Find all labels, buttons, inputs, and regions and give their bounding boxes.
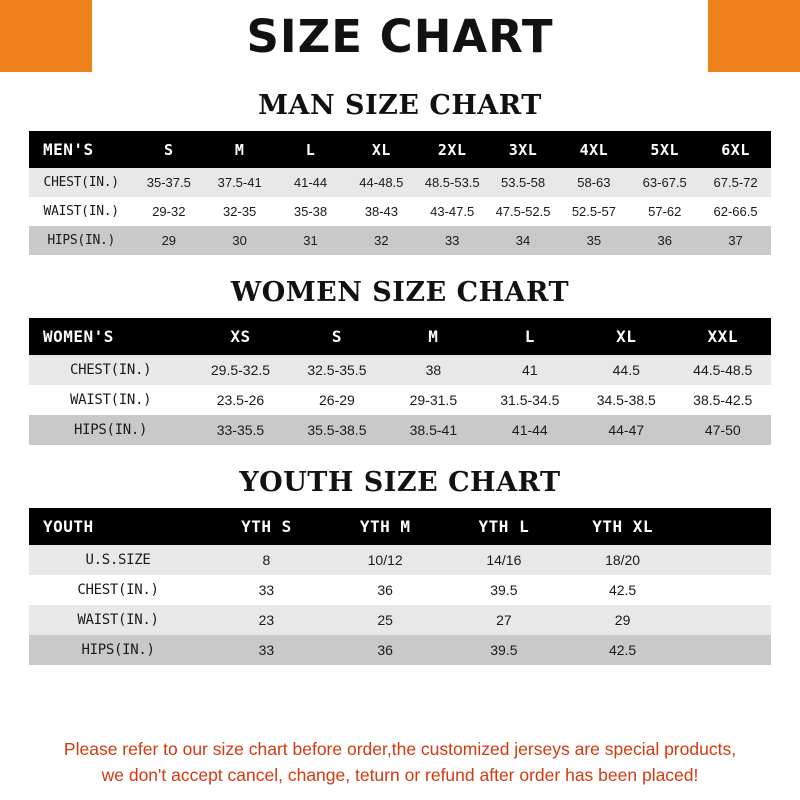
man-size-table [29, 131, 771, 255]
man-section-title: MAN SIZE CHART [258, 90, 542, 121]
man-col-header: S [164, 140, 174, 159]
cell: 29-31.5 [409, 392, 458, 408]
table-row [29, 575, 771, 605]
women-col-header: L [524, 327, 535, 346]
cell: 38.5-42.5 [693, 392, 753, 408]
man-col-header: XL [371, 140, 391, 159]
policy-note-line-2: we don't accept cancel, change, teturn or refund after order has been placed! [101, 764, 699, 785]
cell: 32-35 [223, 204, 257, 219]
table-row [29, 415, 771, 445]
cell: 10/12 [367, 552, 403, 568]
man-col-header: 6XL [721, 140, 750, 159]
cell-spacer [682, 635, 771, 665]
cell: 62-66.5 [713, 204, 758, 219]
cell: 53.5-58 [500, 175, 546, 190]
policy-note-line-1: Please refer to our size chart before order,the customized jerseys are special products, [63, 739, 737, 760]
table-row [29, 197, 771, 226]
cell: 14/16 [486, 552, 522, 568]
cell: 33 [444, 233, 460, 248]
man-col-header: 2XL [437, 140, 467, 159]
cell: 34 [515, 233, 531, 248]
youth-table-wrap [29, 508, 771, 665]
youth-col-header: YOUTH [43, 517, 94, 536]
cell: 41-44 [511, 422, 548, 438]
table-row [29, 545, 771, 575]
row-label: WAIST(IN.) [69, 392, 152, 408]
cell-spacer [682, 575, 771, 605]
cell: 27 [496, 612, 512, 628]
cell: 23.5-26 [216, 392, 265, 408]
cell: 41-44 [293, 175, 328, 190]
youth-header-spacer [682, 508, 771, 545]
table-row [29, 605, 771, 635]
cell: 23 [258, 612, 275, 628]
cell: 29.5-32.5 [210, 362, 271, 378]
man-col-header: 4XL [579, 140, 609, 159]
cell: 47-50 [704, 422, 741, 438]
youth-header-row [29, 508, 771, 545]
man-col-header: L [305, 140, 316, 159]
cell: 47.5-52.5 [495, 204, 551, 219]
cell-spacer [682, 545, 771, 575]
cell: 38 [425, 362, 442, 378]
cell: 33 [258, 582, 275, 598]
women-col-header: M [428, 327, 439, 346]
cell: 44.5 [612, 362, 640, 378]
row-label: WAIST(IN.) [43, 204, 119, 219]
cell: 36 [377, 582, 393, 598]
women-col-header: XS [230, 327, 251, 346]
cell: 43-47.5 [430, 204, 475, 219]
youth-size-table [29, 508, 771, 665]
cell: 37 [728, 233, 743, 248]
cell: 29-32 [152, 204, 186, 219]
cell: 35-38 [293, 204, 328, 219]
cell: 44.5-48.5 [693, 362, 753, 378]
page-title: SIZE CHART [246, 9, 554, 63]
youth-section-title: YOUTH SIZE CHART [239, 467, 561, 498]
table-row [29, 168, 771, 197]
row-label: HIPS(IN.) [74, 422, 148, 438]
cell: 32 [374, 233, 389, 248]
row-label: U.S.SIZE [85, 552, 151, 568]
row-label: CHEST(IN.) [77, 582, 159, 598]
cell: 38-43 [364, 204, 398, 219]
man-col-header: M [234, 140, 245, 159]
youth-col-header: YTH S [241, 517, 292, 536]
cell: 57-62 [648, 204, 682, 219]
cell: 31 [303, 233, 318, 248]
cell: 39.5 [490, 582, 518, 598]
cell: 35 [586, 233, 602, 248]
cell: 30 [232, 233, 247, 248]
row-label: HIPS(IN.) [81, 642, 155, 658]
women-section-title: WOMEN SIZE CHART [230, 277, 570, 308]
cell: 34.5-38.5 [596, 392, 656, 408]
youth-col-header: YTH XL [592, 517, 653, 536]
cell: 29 [614, 612, 631, 628]
table-row [29, 355, 771, 385]
table-row [29, 226, 771, 255]
cell: 35-37.5 [146, 175, 191, 190]
cell: 25 [377, 612, 393, 628]
cell: 42.5 [608, 642, 637, 658]
cell: 39.5 [490, 642, 518, 658]
row-label: HIPS(IN.) [47, 233, 116, 248]
man-header-row [29, 131, 771, 168]
cell: 33 [258, 642, 275, 658]
header-banner-inner [92, 0, 708, 72]
row-label: CHEST(IN.) [43, 175, 119, 190]
header-banner [0, 0, 800, 72]
cell: 33-35.5 [216, 422, 265, 438]
women-col-header: XXL [707, 327, 738, 346]
cell: 44-48.5 [359, 175, 404, 190]
table-row [29, 385, 771, 415]
cell: 37.5-41 [217, 175, 262, 190]
man-col-header: 3XL [508, 140, 538, 159]
table-row [29, 635, 771, 665]
cell-spacer [682, 605, 771, 635]
women-table-wrap [29, 318, 771, 445]
women-col-header: XL [616, 327, 637, 346]
cell: 35.5-38.5 [307, 422, 367, 438]
cell: 38.5-41 [409, 422, 458, 438]
youth-col-header: YTH M [359, 517, 411, 536]
cell: 58-63 [577, 175, 611, 190]
cell: 44-47 [608, 422, 645, 438]
cell: 36 [657, 233, 672, 248]
man-col-header: MEN'S [43, 140, 94, 159]
cell: 36 [377, 642, 393, 658]
row-label: CHEST(IN.) [69, 362, 152, 378]
women-size-table [29, 318, 771, 445]
women-col-header: S [331, 327, 342, 346]
women-col-header: WOMEN'S [43, 327, 114, 346]
cell: 42.5 [608, 582, 637, 598]
policy-note [0, 737, 800, 788]
cell: 29 [161, 233, 177, 248]
cell: 52.5-57 [571, 204, 616, 219]
cell: 67.5-72 [713, 175, 758, 190]
row-label: WAIST(IN.) [77, 612, 159, 628]
youth-col-header: YTH L [478, 517, 530, 536]
cell: 41 [522, 362, 538, 378]
cell: 8 [262, 552, 271, 568]
cell: 26-29 [319, 392, 355, 408]
cell: 48.5-53.5 [424, 175, 480, 190]
man-table-wrap [29, 131, 771, 255]
women-header-row [29, 318, 771, 355]
cell: 18/20 [605, 552, 641, 568]
cell: 63-67.5 [642, 175, 687, 190]
cell: 32.5-35.5 [307, 362, 367, 378]
cell: 31.5-34.5 [500, 392, 560, 408]
man-col-header: 5XL [650, 140, 680, 159]
